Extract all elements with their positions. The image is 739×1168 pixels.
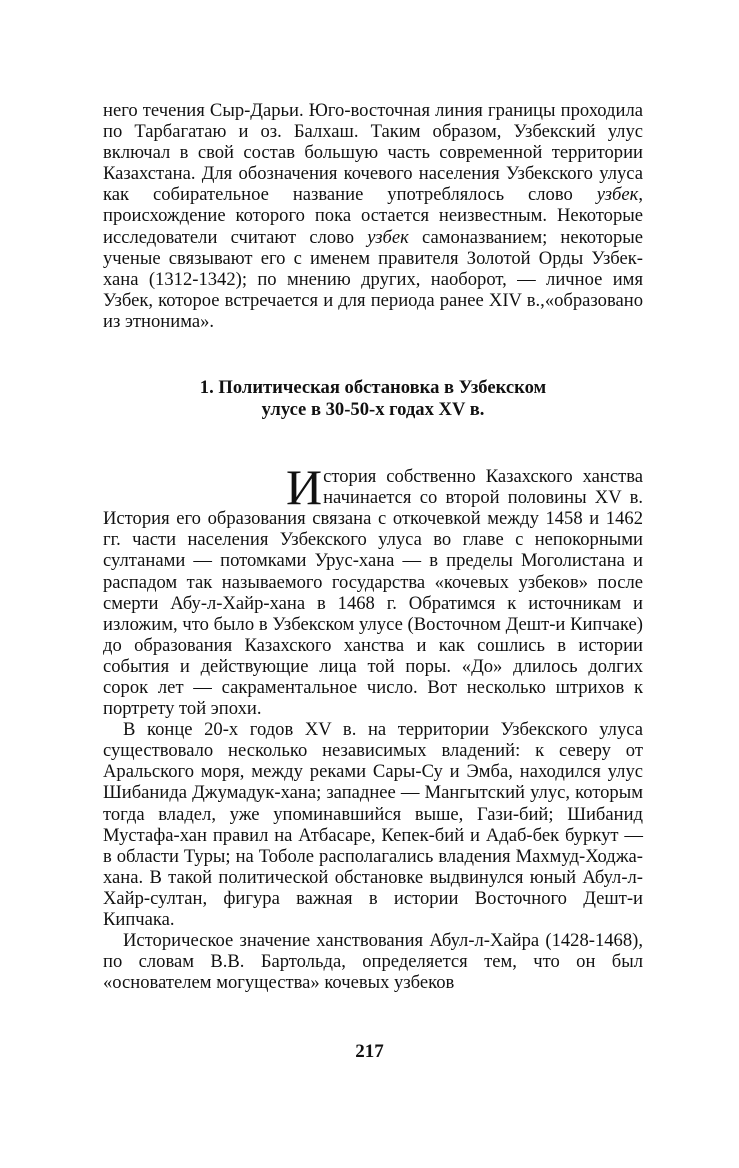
intro-term-uzbek-2: узбек xyxy=(367,226,409,248)
section-heading-line2: улусе в 30-50-х годах XV в. xyxy=(261,399,485,421)
intro-text-part1: него течения Сыр-Дарьи. Юго-восточная линия границы проходила по Тарбагатаю и оз. Балхаш. Таким образом, Узбекский улус включал в свой состав большую часть современной территории Казахстана. Для обозначения кочевого населения Узбекского улуса как собирательное название употреблялось слово xyxy=(103,100,643,206)
dropcap-spacer xyxy=(103,466,286,507)
third-paragraph: Историческое значение ханствования Абул-л-Хайра (1428-1468), по словам В.В. Бартольда, определяется тем, что он был «основателем могущества» кочевых узбеков xyxy=(103,930,643,994)
section-heading-line1: 1. Политическая обстановка в Узбекском xyxy=(199,377,547,399)
intro-paragraph xyxy=(103,100,643,332)
section-heading xyxy=(103,377,643,421)
page-body xyxy=(103,100,643,993)
page-number: 217 xyxy=(355,1041,384,1062)
second-paragraph: В конце 20-х годов XV в. на территории Узбекского улуса существовало несколько независимых владений: к северу от Аральского моря, между реками Сары-Су и Эмба, находился улус Шибанида Джумадук-хана; западнее — Мангытский улус, которым тогда владел, уже упоминавшийся выше, Гази-бий; Шибанид Мустафа-хан правил на Атбасаре, Кепек-бий и Адаб-бек буркут — в области Туры; на Тоболе располагались владения Махмуд-Ходжа-хана. В такой политической обстановке выдвинулся юный Абул-л-Хайр-султан, фигура важная в истории Восточного Дешт-и Кипчака. xyxy=(103,719,643,930)
intro-text-part3: самоназванием; некоторые ученые связывают его с именем правителя Золотой Орды Узбек-хана (1312-1342); по мнению других, наоборот, — личное имя Узбек, которое встречается и для периода ранее XIV в.,«образовано из этнонима». xyxy=(103,226,643,332)
drop-cap: И xyxy=(286,459,323,516)
first-paragraph xyxy=(103,459,643,720)
intro-text-part2: , происхождение которого пока остается неизвестным. Некоторые исследователи считают слово xyxy=(103,184,643,248)
intro-term-uzbek-1: узбек xyxy=(596,184,639,206)
first-paragraph-text: стория собственно Казахского ханства начинается со второй половины XV в. История его образования связана с откочевкой между 1458 и 1462 гг. части населения Узбекского улуса во главе с непокорными султанами — потомками Урус-хана — в пределы Моголистана и распадом так называемого государства «кочевых узбеков» после смерти Абу-л-Хайр-хана в 1468 г. Обратимся к источникам и изложим, что было в Узбекском улусе (Восточном Дешт-и Кипчаке) до образования Казахского ханства и как сошлись в истории события и действующие лица той поры. «До» длилось долгих сорок лет — сакраментальное число. Вот несколько штрихов к портрету той эпохи. xyxy=(103,466,643,720)
